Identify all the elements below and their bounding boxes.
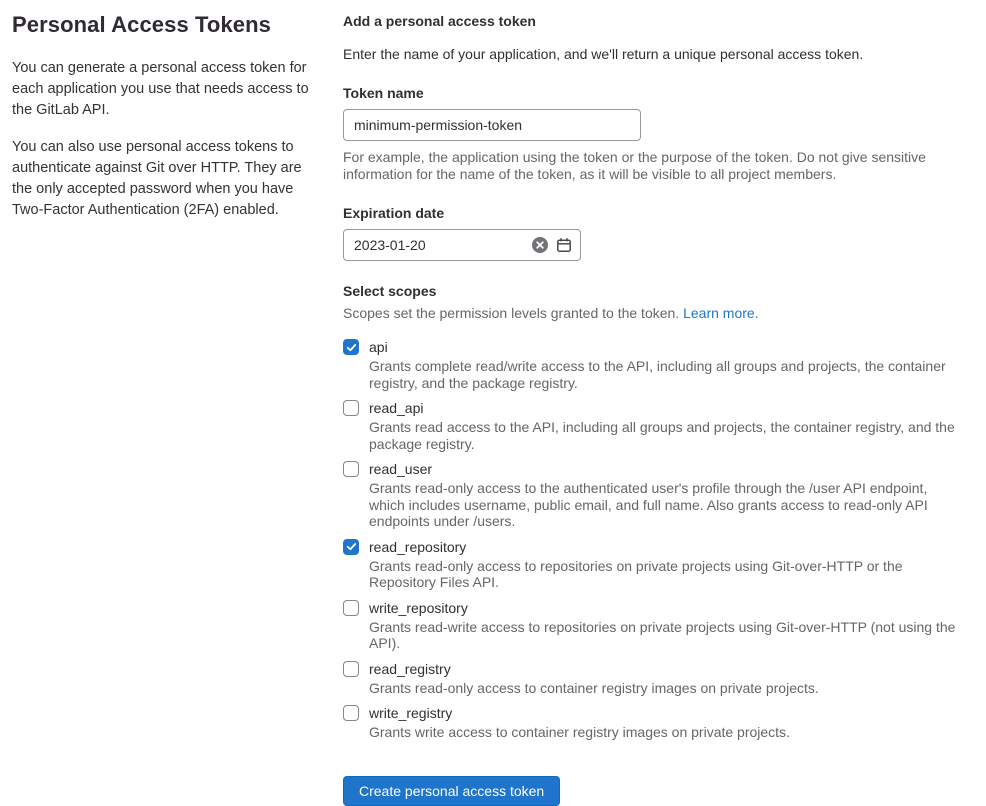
add-token-form [343, 10, 965, 806]
form-heading: Add a personal access token [343, 13, 536, 29]
scope-name-label[interactable]: read_user [369, 461, 433, 477]
scope-name-label[interactable]: read_api [369, 400, 424, 416]
scope-checkbox-write_repository[interactable] [343, 600, 359, 616]
page-title: Personal Access Tokens [12, 12, 271, 37]
scope-name-label[interactable]: read_registry [369, 660, 451, 677]
select-scopes-label: Select scopes [343, 283, 437, 299]
scope-checkbox-api[interactable] [343, 339, 359, 355]
scope-checkbox-write_registry[interactable] [343, 705, 359, 721]
create-token-button[interactable]: Create personal access token [343, 776, 560, 806]
scopes-help [343, 305, 965, 321]
token-name-help: For example, the application using the token or the purpose of the token. Do not give sensitive information for the name of the token, as it will be visible to all project members. [343, 149, 926, 182]
scope-name-label[interactable]: read_repository [369, 538, 467, 555]
scope-item [343, 705, 965, 741]
description-paragraph-1: You can generate a personal access token for each application you use that needs access to the GitLab API. [12, 60, 309, 118]
scope-checkbox-read_registry[interactable] [343, 661, 359, 677]
scope-checkbox-read_repository[interactable] [343, 539, 359, 555]
learn-more-link[interactable]: Learn more. [683, 305, 759, 321]
scope-name-label[interactable]: write_repository [369, 599, 468, 616]
scope-description: Grants read-only access to the authenticated user's profile through the /user API endpoint, which includes username, public email, and full name. Also grants access to read-only API endpoints under /users. [369, 480, 928, 529]
scope-checkbox-read_user[interactable] [343, 461, 359, 477]
scope-checkbox-read_api[interactable] [343, 400, 359, 416]
expiration-date-field [343, 229, 581, 261]
token-name-label: Token name [343, 85, 424, 101]
settings-section-description [12, 10, 318, 806]
expiration-date-label: Expiration date [343, 205, 445, 221]
scope-item [343, 461, 965, 530]
scope-item [343, 600, 965, 652]
scope-description: Grants read-only access to container registry images on private projects. [369, 679, 819, 696]
scopes-help-text: Scopes set the permission levels granted to the token. [343, 305, 680, 321]
scope-description: Grants read-write access to repositories on private projects using Git-over-HTTP (not using the API). [369, 618, 956, 651]
date-input-icons [532, 229, 572, 261]
scope-description: Grants write access to container registry images on private projects. [369, 724, 790, 740]
token-name-input[interactable] [343, 109, 641, 141]
description-paragraph-2: You can also use personal access tokens to authenticate against Git over HTTP. They are the only accepted password when you have Two-Factor Authentication (2FA) enabled. [12, 139, 302, 218]
scope-item [343, 539, 965, 591]
scope-name-label[interactable]: api [369, 339, 388, 355]
scopes-list [343, 339, 965, 741]
clear-icon[interactable] [532, 237, 548, 253]
scope-description: Grants read access to the API, including all groups and projects, the container registry, and the package registry. [369, 419, 955, 452]
scope-item [343, 339, 965, 391]
scope-item [343, 661, 965, 697]
scope-item [343, 400, 965, 452]
scope-description: Grants read-only access to repositories on private projects using Git-over-HTTP or the Repository Files API. [369, 557, 903, 590]
calendar-icon[interactable] [556, 237, 572, 253]
scope-name-label[interactable]: write_registry [369, 705, 453, 721]
form-intro: Enter the name of your application, and we'll return a unique personal access token. [343, 46, 864, 62]
scope-description: Grants complete read/write access to the API, including all groups and projects, the container registry, and the package registry. [369, 358, 946, 391]
